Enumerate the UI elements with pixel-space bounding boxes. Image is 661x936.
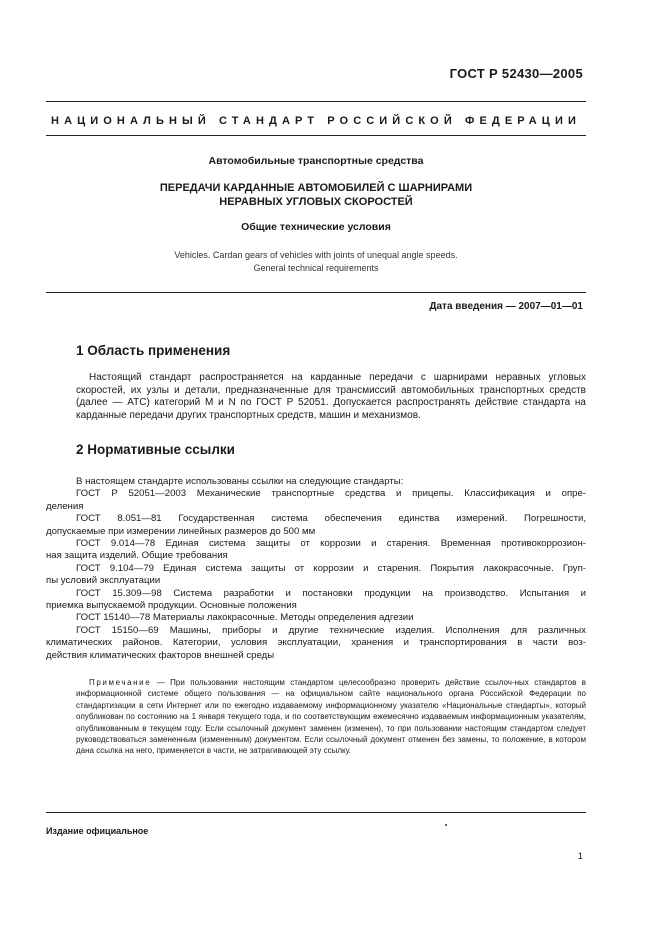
reference-item: ГОСТ 15140—78 Материалы лакокрасочные. Методы определения адгезии: [76, 612, 414, 624]
note-label: Примечание: [89, 678, 152, 687]
document-title: [46, 181, 586, 209]
english-title: [46, 249, 586, 275]
national-standard-banner: НАЦИОНАЛЬНЫЙ СТАНДАРТ РОССИЙСКОЙ ФЕДЕРАЦИИ: [51, 115, 581, 127]
normative-references: [46, 476, 586, 662]
edition-label: Издание официальное: [46, 826, 149, 836]
section-2-heading: 2 Нормативные ссылки: [76, 442, 235, 457]
reference-item: ГОСТ 9.104—79 Единая система защиты от коррозии и старения. Покрытия лакокрасочные. Груп- пы условий эксплуатации: [46, 562, 586, 587]
paragraph-line: скоростей, их узлы и детали, предназначенные для трансмиссий автомобильных транспортных средств: [76, 384, 586, 396]
paragraph-line: (далее — АТС) категорий M и N по ГОСТ Р 52051. Допускается распространять действие стандарта на: [76, 397, 586, 409]
english-title-line: General technical requirements: [253, 263, 379, 273]
banner-rule: [46, 135, 586, 136]
reference-item: ГОСТ 8.051—81 Государственная система обеспечения единства измерений. Погрешности, допускаемые при измерении линейных размеров до 500 мм: [46, 513, 586, 537]
reference-item: ГОСТ Р 52051—2003 Механические транспортные средства и прицепы. Классификация и опре- деления: [46, 488, 586, 512]
title-rule: [46, 292, 586, 293]
note-text: — При пользовании настоящим стандартом целесообразно проверить действие ссылоч-ных стандартов в информационной системе общего пользования — на официальном сайте национального органа Российской Федерации по стандартизации в сети Интернет или по ежегодно издаваемому информационному указателю «Национальные стандарты», который опубликован по состоянию на 1 января текущего года, и по соответствующим ежемесячно издаваемым информационным указателям, опубликованным в текущем году. Если ссылочный документ заменен (изменен), то при пользовании настоящим стандартом следует руководствоваться замененным (измененным) документом. Если ссылочный документ отменен без замены, то положение, в котором дана ссылка на него, применяется в части, не затрагивающей эту ссылку.: [76, 678, 586, 756]
section-1-body: [76, 372, 586, 422]
section-1-heading: 1 Область применения: [76, 343, 231, 358]
top-rule: [46, 101, 586, 102]
gost-number: ГОСТ Р 52430—2005: [449, 66, 583, 81]
paragraph-line: Настоящий стандарт распространяется на карданные передачи с шарнирами неравных угловых: [89, 372, 586, 383]
reference-item: ГОСТ 9.014—78 Единая система защиты от коррозии и старения. Временная противокоррозион- ная защита изделий. Общие требования: [46, 538, 586, 562]
document-subtitle: Общие технические условия: [241, 221, 391, 233]
page-number: 1: [577, 851, 583, 862]
footer-rule: [46, 812, 586, 813]
paragraph-line: карданные передачи других транспортных средств, машин и механизмов.: [76, 409, 421, 421]
title-line: ПЕРЕДАЧИ КАРДАННЫЕ АВТОМОБИЛЕЙ С ШАРНИРАМИ: [159, 182, 473, 194]
stray-mark: [445, 824, 447, 826]
title-line: НЕРАВНЫХ УГЛОВЫХ СКОРОСТЕЙ: [219, 196, 413, 208]
english-title-line: Vehicles. Cardan gears of vehicles with joints of unequal angle speeds.: [174, 250, 458, 260]
reference-item: ГОСТ 15.309—98 Система разработки и постановки продукции на производство. Испытания и приемка выпускаемой продукции. Основные положения: [46, 587, 586, 612]
reference-item: ГОСТ 15150—69 Машины, приборы и другие технические изделия. Исполнения для различных климатических районов. Категории, условия эксплуатации, хранения и транспортирования в части воз- действия климатических факторов внешней среды: [46, 624, 586, 661]
note: [76, 677, 586, 757]
document-subject: Автомобильные транспортные средства: [208, 155, 424, 167]
introduction-date: Дата введения — 2007—01—01: [429, 301, 583, 312]
references-intro: В настоящем стандарте использованы ссылки на следующие стандарты:: [76, 476, 404, 487]
